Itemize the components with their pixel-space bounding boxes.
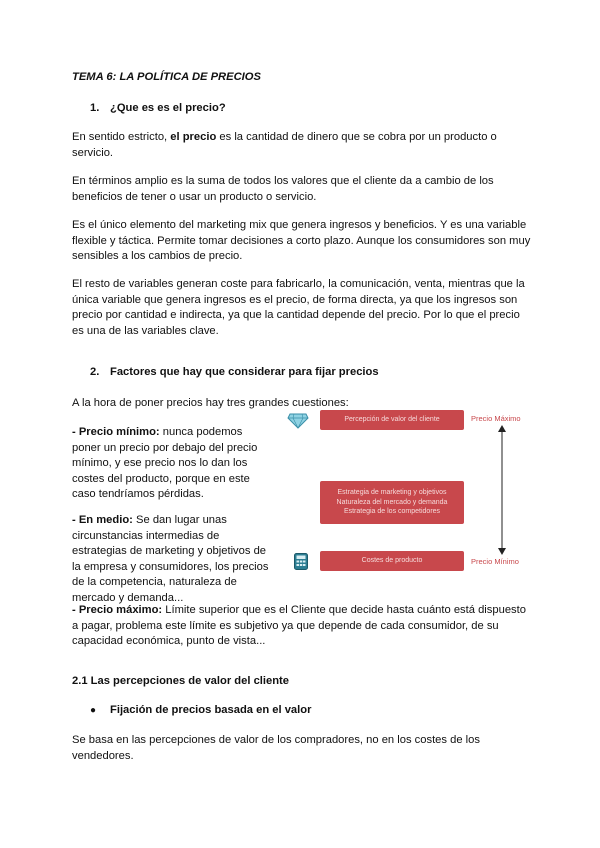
section-1-number: 1. <box>90 102 100 114</box>
section-2-heading <box>90 366 379 378</box>
paragraph-valor-basado: Se basa en las percepciones de valor de los compradores, no en los costes de los vendedores. <box>72 734 480 762</box>
precio-minimo-label: - Precio mínimo: <box>72 426 160 438</box>
calculator-icon <box>294 553 308 570</box>
precio-maximo-text: Límite superior que es el Cliente que decide hasta cuánto está dispuesto a pagar, problema este límite es subjetivo ya que depende de cada consumidor, de su capacidad económica, punto de vista... <box>72 604 526 648</box>
page-title: TEMA 6: LA POLÍTICA DE PRECIOS <box>72 71 261 83</box>
precio-minimo-text: nunca podemos poner un precio por debajo del precio mínimo, y ese precio nos lo dan los costes del producto, porque en este caso tendríamos pérdidas. <box>72 426 258 501</box>
en-medio-text: Se dan lugar unas circunstancias intermedias de estrategias de marketing y objetivos de la empresa y consumidores, los precios de la competencia, naturaleza de mercado y demanda... <box>72 514 269 604</box>
paragraph-precio-minimo <box>72 425 272 503</box>
bullet-heading-valor: Fijación de precios basada en el valor <box>110 704 312 716</box>
paragraph-other-variables: El resto de variables generan coste para fabricarlo, la comunicación, venta, mientras que la única variable que genera ingresos es el precio, de forma directa, ya que los ingresos son precio por cantidad e indirecta, ya que la cantidad depende del precio. Por lo que el precio es una de las variables clave. <box>72 278 525 337</box>
paragraph-definition-pre: En sentido estricto, <box>72 131 171 143</box>
paragraph-precio-maximo <box>72 603 532 650</box>
paragraph-broad-definition: En términos amplio es la suma de todos los valores que el cliente da a cambio de los beneficios de tener o usar un producto o servicio. <box>72 175 494 203</box>
section-1-heading <box>90 102 226 114</box>
paragraph-definition <box>72 130 532 161</box>
precio-maximo-label: - Precio máximo: <box>72 604 163 616</box>
diagram-box-percepcion-label: Percepción de valor del cliente <box>344 416 440 424</box>
section-1-title: ¿Que es es el precio? <box>110 102 226 114</box>
diagram-box-costes <box>320 551 464 571</box>
bullet-dot-icon: ● <box>90 705 97 716</box>
paragraph-definition-post: es la cantidad de dinero que se cobra por un producto o servicio. <box>72 131 497 159</box>
paragraph-intro-questions: A la hora de poner precios hay tres grandes cuestiones: <box>72 397 349 409</box>
label-precio-maximo: Precio Máximo <box>471 414 521 423</box>
diagram-box-intermedias <box>320 481 464 524</box>
paragraph-definition-bold: el precio <box>170 131 217 143</box>
diagram-mid-line-2: Naturaleza del mercado y demanda <box>336 498 448 506</box>
double-arrow-icon <box>496 425 508 555</box>
en-medio-label: - En medio: <box>72 514 133 526</box>
section-2-1-heading: 2.1 Las percepciones de valor del cliente <box>72 675 290 687</box>
section-2-number: 2. <box>90 366 100 378</box>
diagram-mid-line-1: Estrategia de marketing y objetivos <box>337 489 447 497</box>
diagram-mid-line-3: Estrategia de los competidores <box>343 508 441 516</box>
paragraph-en-medio <box>72 513 272 607</box>
section-2-title: Factores que hay que considerar para fijar precios <box>110 366 379 378</box>
paragraph-marketing-mix: Es el único elemento del marketing mix que genera ingresos y beneficios. Y es una variable flexible y táctica. Permite tomar decisiones a corto plazo. Aunque los consumidores son muy sensibles a los cambios de precio. <box>72 219 531 263</box>
diagram-box-costes-label: Costes de producto <box>361 557 423 565</box>
diagram-box-percepcion <box>320 410 464 430</box>
diamond-icon <box>287 413 309 429</box>
label-precio-minimo: Precio Mínimo <box>471 557 519 566</box>
